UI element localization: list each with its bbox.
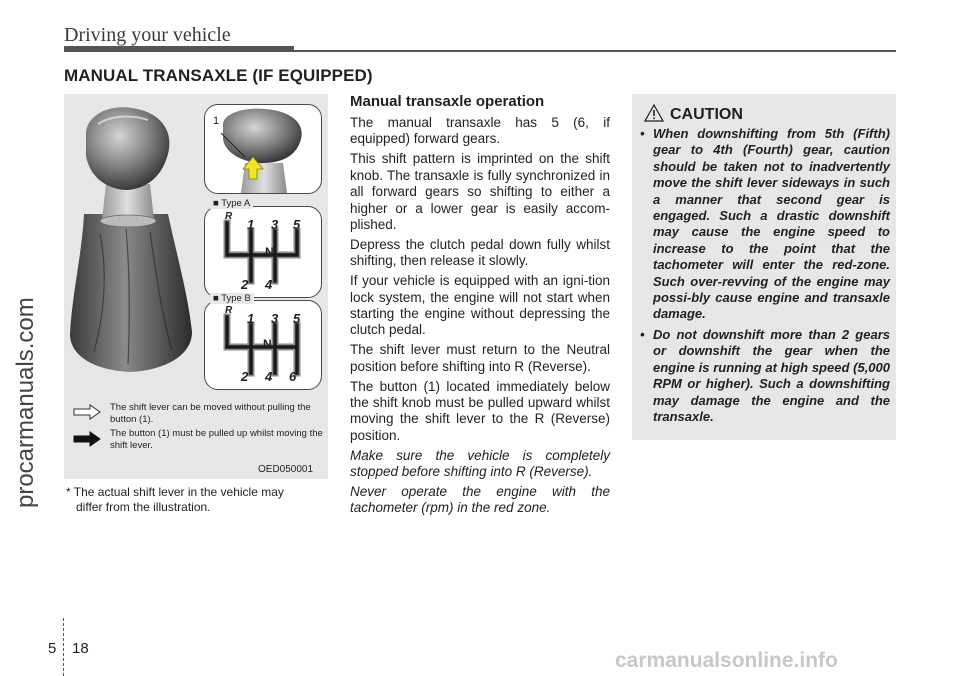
paragraph: The shift lever must return to the Neutral position before shifting into R (Reverse).: [350, 342, 610, 374]
figure-footnote: [66, 485, 326, 515]
section-title: MANUAL TRANSAXLE (IF EQUIPPED): [64, 66, 373, 85]
caution-list: [640, 126, 890, 429]
gear-label-2: 2: [241, 369, 249, 384]
gear-label-4: 4: [265, 277, 273, 292]
paragraph-italic: Make sure the vehicle is completely stopped before shifting into R (Reverse).: [350, 447, 610, 480]
gear-label-n: N: [263, 337, 272, 351]
gear-label-5: 5: [293, 311, 301, 326]
gear-label-4: 4: [265, 369, 273, 384]
side-watermark: procarmanuals.com: [12, 297, 39, 508]
type-b-label: ■ Type B: [210, 293, 254, 304]
paragraph: The button (1) located immediately below the shift knob must be pulled upward whilst moving the shift lever to the R (Reverse) position.: [350, 378, 610, 443]
bottom-watermark: carmanualsonline.info: [615, 649, 838, 672]
gear-label-1: 1: [247, 311, 255, 326]
caution-box: [632, 94, 896, 440]
caution-title: CAUTION: [670, 106, 743, 123]
shift-lever-figure: [64, 94, 328, 479]
gear-label-6: 6: [289, 369, 297, 384]
header-rule-thick: [64, 46, 294, 52]
legend-item-2: The button (1) must be pulled up whilst moving the shift lever.: [110, 428, 323, 451]
running-header: Driving your vehicle: [64, 24, 231, 46]
shift-lever-illustration: [64, 94, 204, 394]
gear-label-2: 2: [241, 277, 249, 292]
gear-label-5: 5: [293, 217, 301, 232]
gear-label-r: R: [225, 211, 233, 222]
knob-button-inset: [204, 104, 322, 194]
caution-item: [640, 126, 890, 323]
legend-item-1: The shift lever can be moved without pulling the button (1).: [110, 402, 311, 425]
caution-text: When downshifting from 5th (Fifth) gear to 4th (Fourth) gear, caution should be taken not to inadvertently move the shift lever sideways in such a manner that second gear is engaged. Such a drastic downshift may cause the engine speed to increase to the point that the tachometer will enter the red-zone. Such over-revving of the engine may possi-bly cause engine and transaxle damage.: [653, 126, 890, 322]
bullet: •: [640, 126, 645, 141]
type-a-gear-pattern: [204, 206, 322, 298]
paragraph: Depress the clutch pedal down fully whilst shifting, then release it slowly.: [350, 236, 610, 269]
page-number: 18: [72, 640, 89, 657]
outline-arrow-icon: [72, 404, 102, 420]
paragraph: The manual transaxle has 5 (6, if equipped) forward gears.: [350, 115, 610, 147]
filled-arrow-icon: [72, 431, 102, 447]
section-number: 5: [48, 640, 57, 657]
gear-label-3: 3: [271, 311, 279, 326]
footnote-line-1: * The actual shift lever in the vehicle may: [66, 485, 284, 499]
operation-heading: Manual transaxle operation: [350, 93, 545, 110]
gear-pattern-a-icon: [205, 207, 321, 297]
gear-label-3: 3: [271, 217, 279, 232]
header-rule-thin: [294, 50, 896, 52]
footnote-line-2: differ from the illustration.: [76, 500, 211, 514]
gear-label-n: N: [265, 245, 274, 259]
knob-closeup-illustration: [205, 105, 321, 193]
paragraph: If your vehicle is equipped with an igni-tion lock system, the engine will not start when starting the engine without depressing the clutch pedal.: [350, 273, 610, 338]
caution-item: [640, 327, 890, 425]
caution-text: Do not downshift more than 2 gears or downshift the gear when the engine is running at high speed (5,000 RPM or higher). Such a downshifting may damage the engine and the transaxle.: [653, 326, 890, 424]
bullet: •: [640, 326, 645, 342]
figure-code: OED050001: [258, 464, 314, 475]
gear-label-1: 1: [247, 217, 255, 232]
paragraph-italic: Never operate the engine with the tachometer (rpm) in the red zone.: [350, 484, 610, 516]
callout-number: 1: [213, 115, 220, 127]
type-b-gear-pattern: [204, 300, 322, 390]
warning-triangle-icon: [644, 104, 664, 122]
paragraph: This shift pattern is imprinted on the shift knob. The transaxle is fully synchronized in all forward gears so shifting to either a higher or a lower gear is easily accom-plished.: [350, 151, 610, 232]
type-a-label: ■ Type A: [210, 198, 253, 209]
gear-label-r: R: [225, 305, 233, 316]
page-divider: [63, 618, 64, 676]
operation-body: [350, 115, 610, 520]
